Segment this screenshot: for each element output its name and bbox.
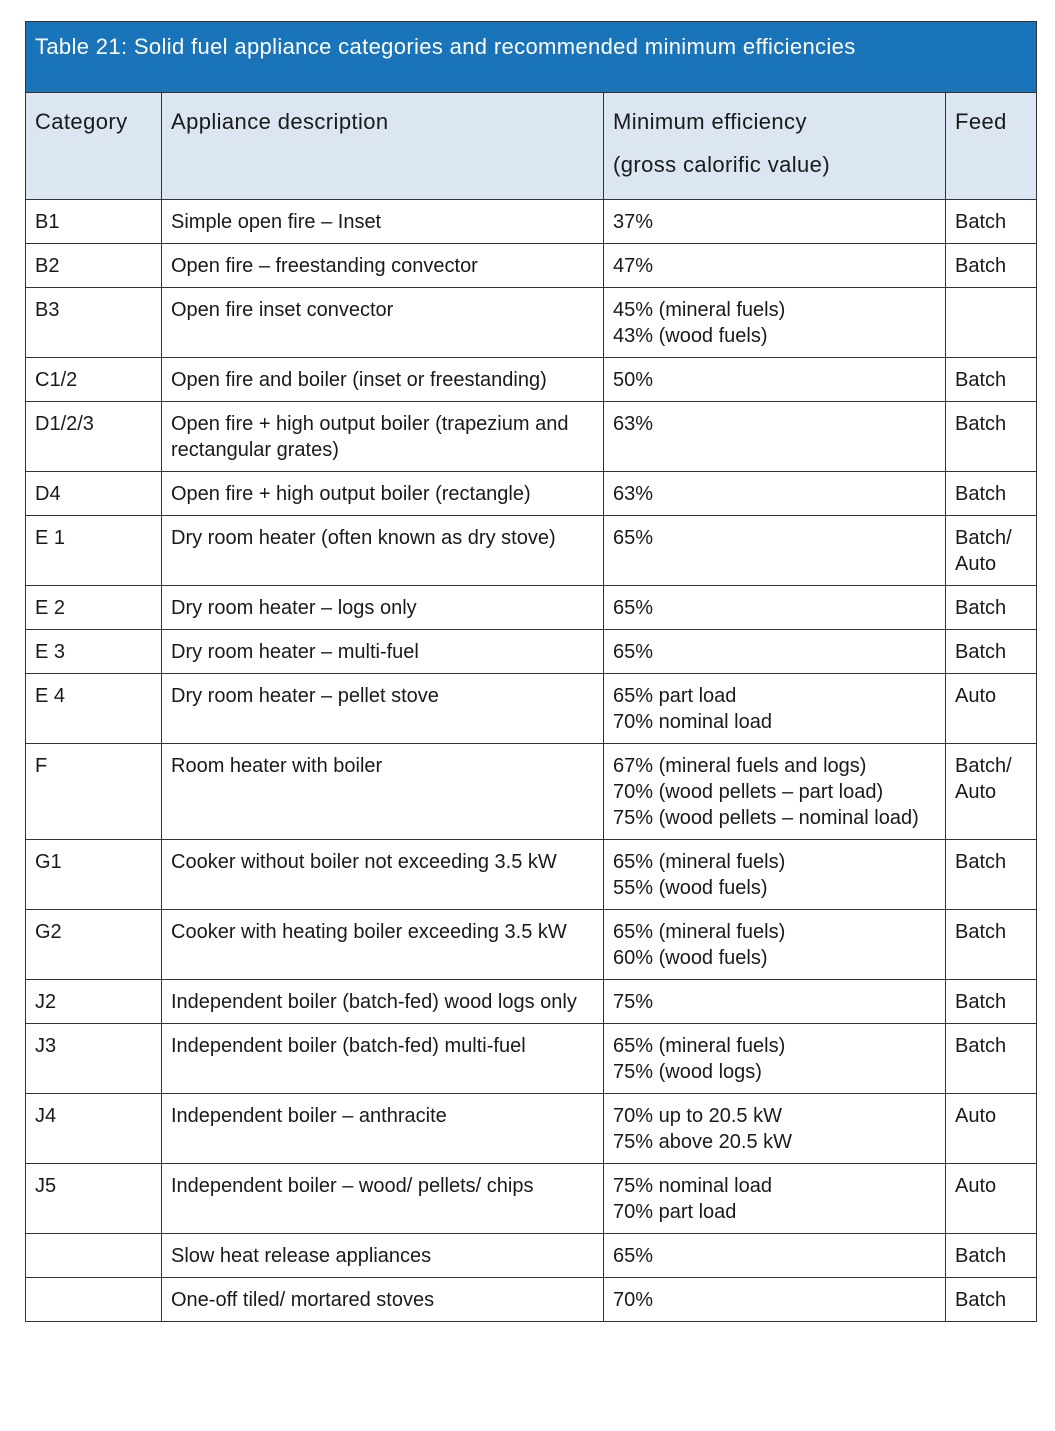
feed-cell-line: Batch [955, 483, 1007, 505]
description-cell: One-off tiled/ mortared stoves [162, 1278, 604, 1322]
efficiency-cell-line: 70% up to 20.5 kW [613, 1105, 782, 1127]
feed-cell-line: Batch [955, 211, 1007, 233]
category-cell [26, 1234, 162, 1278]
table-row [26, 1278, 1037, 1322]
feed-cell-line: Batch [955, 851, 1007, 873]
table-header-row [26, 93, 1037, 200]
description-cell: Independent boiler (batch-fed) multi-fuel [162, 1024, 604, 1094]
efficiency-cell [604, 358, 946, 402]
description-cell: Dry room heater – multi-fuel [162, 630, 604, 674]
efficiency-cell-line: 65% [613, 597, 654, 619]
feed-cell [946, 840, 1037, 910]
efficiency-cell [604, 744, 946, 840]
efficiency-cell [604, 840, 946, 910]
category-cell: E 1 [26, 516, 162, 586]
table-row [26, 288, 1037, 358]
feed-cell-line: Batch [955, 1245, 1007, 1267]
feed-cell-line: Batch [955, 641, 1007, 663]
description-cell: Cooker without boiler not exceeding 3.5 kW [162, 840, 604, 910]
table-body [26, 200, 1037, 1322]
feed-cell-line: Auto [955, 781, 997, 803]
feed-cell [946, 586, 1037, 630]
feed-cell-line: Batch [955, 1289, 1007, 1311]
description-cell: Slow heat release appliances [162, 1234, 604, 1278]
efficiency-cell [604, 1164, 946, 1234]
efficiency-cell [604, 1278, 946, 1322]
description-cell: Simple open fire – Inset [162, 200, 604, 244]
efficiency-cell-line: 65% [613, 1245, 654, 1267]
description-cell: Dry room heater – logs only [162, 586, 604, 630]
efficiency-cell-line: 60% (wood fuels) [613, 947, 768, 969]
efficiency-cell-line: 47% [613, 255, 654, 277]
category-cell: D4 [26, 472, 162, 516]
feed-cell-line: Batch [955, 413, 1007, 435]
feed-cell-line: Batch [955, 1035, 1007, 1057]
efficiency-cell [604, 402, 946, 472]
category-cell: J4 [26, 1094, 162, 1164]
table-caption-row [26, 22, 1037, 93]
efficiency-cell [604, 244, 946, 288]
feed-cell [946, 244, 1037, 288]
table-row [26, 472, 1037, 516]
description-cell: Room heater with boiler [162, 744, 604, 840]
category-cell: E 3 [26, 630, 162, 674]
header-category: Category [26, 93, 162, 200]
feed-cell [946, 1024, 1037, 1094]
description-cell: Open fire inset convector [162, 288, 604, 358]
category-cell [26, 1278, 162, 1322]
table-caption: Table 21: Solid fuel appliance categories and recommended minimum efficiencies [26, 22, 1037, 93]
efficiency-cell [604, 200, 946, 244]
category-cell: G2 [26, 910, 162, 980]
feed-cell [946, 980, 1037, 1024]
feed-cell [946, 910, 1037, 980]
efficiency-cell-line: 70% nominal load [613, 711, 772, 733]
description-cell: Dry room heater – pellet stove [162, 674, 604, 744]
efficiency-cell-line: 55% (wood fuels) [613, 877, 768, 899]
efficiency-cell [604, 472, 946, 516]
category-cell: E 4 [26, 674, 162, 744]
description-cell: Cooker with heating boiler exceeding 3.5 kW [162, 910, 604, 980]
header-efficiency-line1: Minimum efficiency [613, 109, 807, 134]
description-cell: Open fire + high output boiler (rectangle) [162, 472, 604, 516]
efficiency-cell [604, 586, 946, 630]
header-efficiency-line2: (gross calorific value) [613, 152, 831, 177]
header-efficiency [604, 93, 946, 200]
feed-cell-line: Batch [955, 921, 1007, 943]
feed-cell-line: Batch [955, 991, 1007, 1013]
table-row [26, 674, 1037, 744]
efficiency-cell-line: 43% (wood fuels) [613, 325, 768, 347]
feed-cell [946, 402, 1037, 472]
category-cell: J3 [26, 1024, 162, 1094]
table-row [26, 1024, 1037, 1094]
feed-cell [946, 1234, 1037, 1278]
efficiency-cell-line: 37% [613, 211, 654, 233]
efficiency-cell [604, 910, 946, 980]
category-cell: C1/2 [26, 358, 162, 402]
table-row [26, 744, 1037, 840]
efficiency-cell [604, 1234, 946, 1278]
header-description: Appliance description [162, 93, 604, 200]
feed-cell-line: Auto [955, 685, 997, 707]
efficiency-cell [604, 674, 946, 744]
description-cell: Dry room heater (often known as dry stove) [162, 516, 604, 586]
feed-cell [946, 516, 1037, 586]
category-cell: B2 [26, 244, 162, 288]
feed-cell-line: Batch [955, 597, 1007, 619]
efficiency-cell-line: 65% (mineral fuels) [613, 921, 786, 943]
feed-cell-line: Batch/ [955, 527, 1012, 549]
feed-cell-line: Auto [955, 553, 997, 575]
feed-cell-line: Auto [955, 1105, 997, 1127]
category-cell: D1/2/3 [26, 402, 162, 472]
feed-cell [946, 630, 1037, 674]
category-cell: B1 [26, 200, 162, 244]
table-row [26, 516, 1037, 586]
feed-cell-line: Batch [955, 255, 1007, 277]
efficiency-cell-line: 75% [613, 991, 654, 1013]
feed-cell [946, 1164, 1037, 1234]
efficiency-table [25, 21, 1037, 1322]
efficiency-cell-line: 70% [613, 1289, 654, 1311]
efficiency-cell [604, 516, 946, 586]
efficiency-cell-line: 75% (wood pellets – nominal load) [613, 807, 919, 829]
efficiency-cell [604, 980, 946, 1024]
category-cell: G1 [26, 840, 162, 910]
efficiency-cell [604, 288, 946, 358]
category-cell: J2 [26, 980, 162, 1024]
category-cell: F [26, 744, 162, 840]
table-row [26, 200, 1037, 244]
feed-cell [946, 358, 1037, 402]
feed-cell-line: Batch [955, 369, 1007, 391]
efficiency-cell-line: 63% [613, 483, 654, 505]
feed-cell [946, 744, 1037, 840]
table-row [26, 1164, 1037, 1234]
efficiency-cell-line: 75% (wood logs) [613, 1061, 762, 1083]
table-row [26, 980, 1037, 1024]
efficiency-cell-line: 50% [613, 369, 654, 391]
table-row [26, 244, 1037, 288]
efficiency-cell-line: 75% nominal load [613, 1175, 772, 1197]
efficiency-cell [604, 1094, 946, 1164]
feed-cell-line: Batch/ [955, 755, 1012, 777]
efficiency-cell-line: 65% [613, 641, 654, 663]
feed-cell [946, 674, 1037, 744]
feed-cell-line: Auto [955, 1175, 997, 1197]
efficiency-cell-line: 65% [613, 527, 654, 549]
category-cell: E 2 [26, 586, 162, 630]
efficiency-cell-line: 70% part load [613, 1201, 737, 1223]
efficiency-cell [604, 1024, 946, 1094]
feed-cell [946, 288, 1037, 358]
efficiency-cell-line: 45% (mineral fuels) [613, 299, 786, 321]
table-row [26, 630, 1037, 674]
feed-cell [946, 1094, 1037, 1164]
feed-cell [946, 472, 1037, 516]
description-cell: Open fire + high output boiler (trapezium and rectangular grates) [162, 402, 604, 472]
feed-cell [946, 200, 1037, 244]
description-cell: Open fire and boiler (inset or freestanding) [162, 358, 604, 402]
efficiency-cell-line: 65% (mineral fuels) [613, 1035, 786, 1057]
efficiency-cell-line: 65% (mineral fuels) [613, 851, 786, 873]
efficiency-cell-line: 63% [613, 413, 654, 435]
description-cell: Independent boiler – anthracite [162, 1094, 604, 1164]
description-cell: Independent boiler (batch-fed) wood logs only [162, 980, 604, 1024]
header-feed: Feed [946, 93, 1037, 200]
efficiency-cell-line: 75% above 20.5 kW [613, 1131, 792, 1153]
table-row [26, 402, 1037, 472]
table-row [26, 358, 1037, 402]
category-cell: B3 [26, 288, 162, 358]
table-row [26, 586, 1037, 630]
table-row [26, 1094, 1037, 1164]
efficiency-cell [604, 630, 946, 674]
description-cell: Independent boiler – wood/ pellets/ chips [162, 1164, 604, 1234]
category-cell: J5 [26, 1164, 162, 1234]
table-row [26, 840, 1037, 910]
table-row [26, 910, 1037, 980]
table-row [26, 1234, 1037, 1278]
description-cell: Open fire – freestanding convector [162, 244, 604, 288]
efficiency-cell-line: 70% (wood pellets – part load) [613, 781, 884, 803]
efficiency-cell-line: 67% (mineral fuels and logs) [613, 755, 867, 777]
feed-cell [946, 1278, 1037, 1322]
efficiency-cell-line: 65% part load [613, 685, 737, 707]
